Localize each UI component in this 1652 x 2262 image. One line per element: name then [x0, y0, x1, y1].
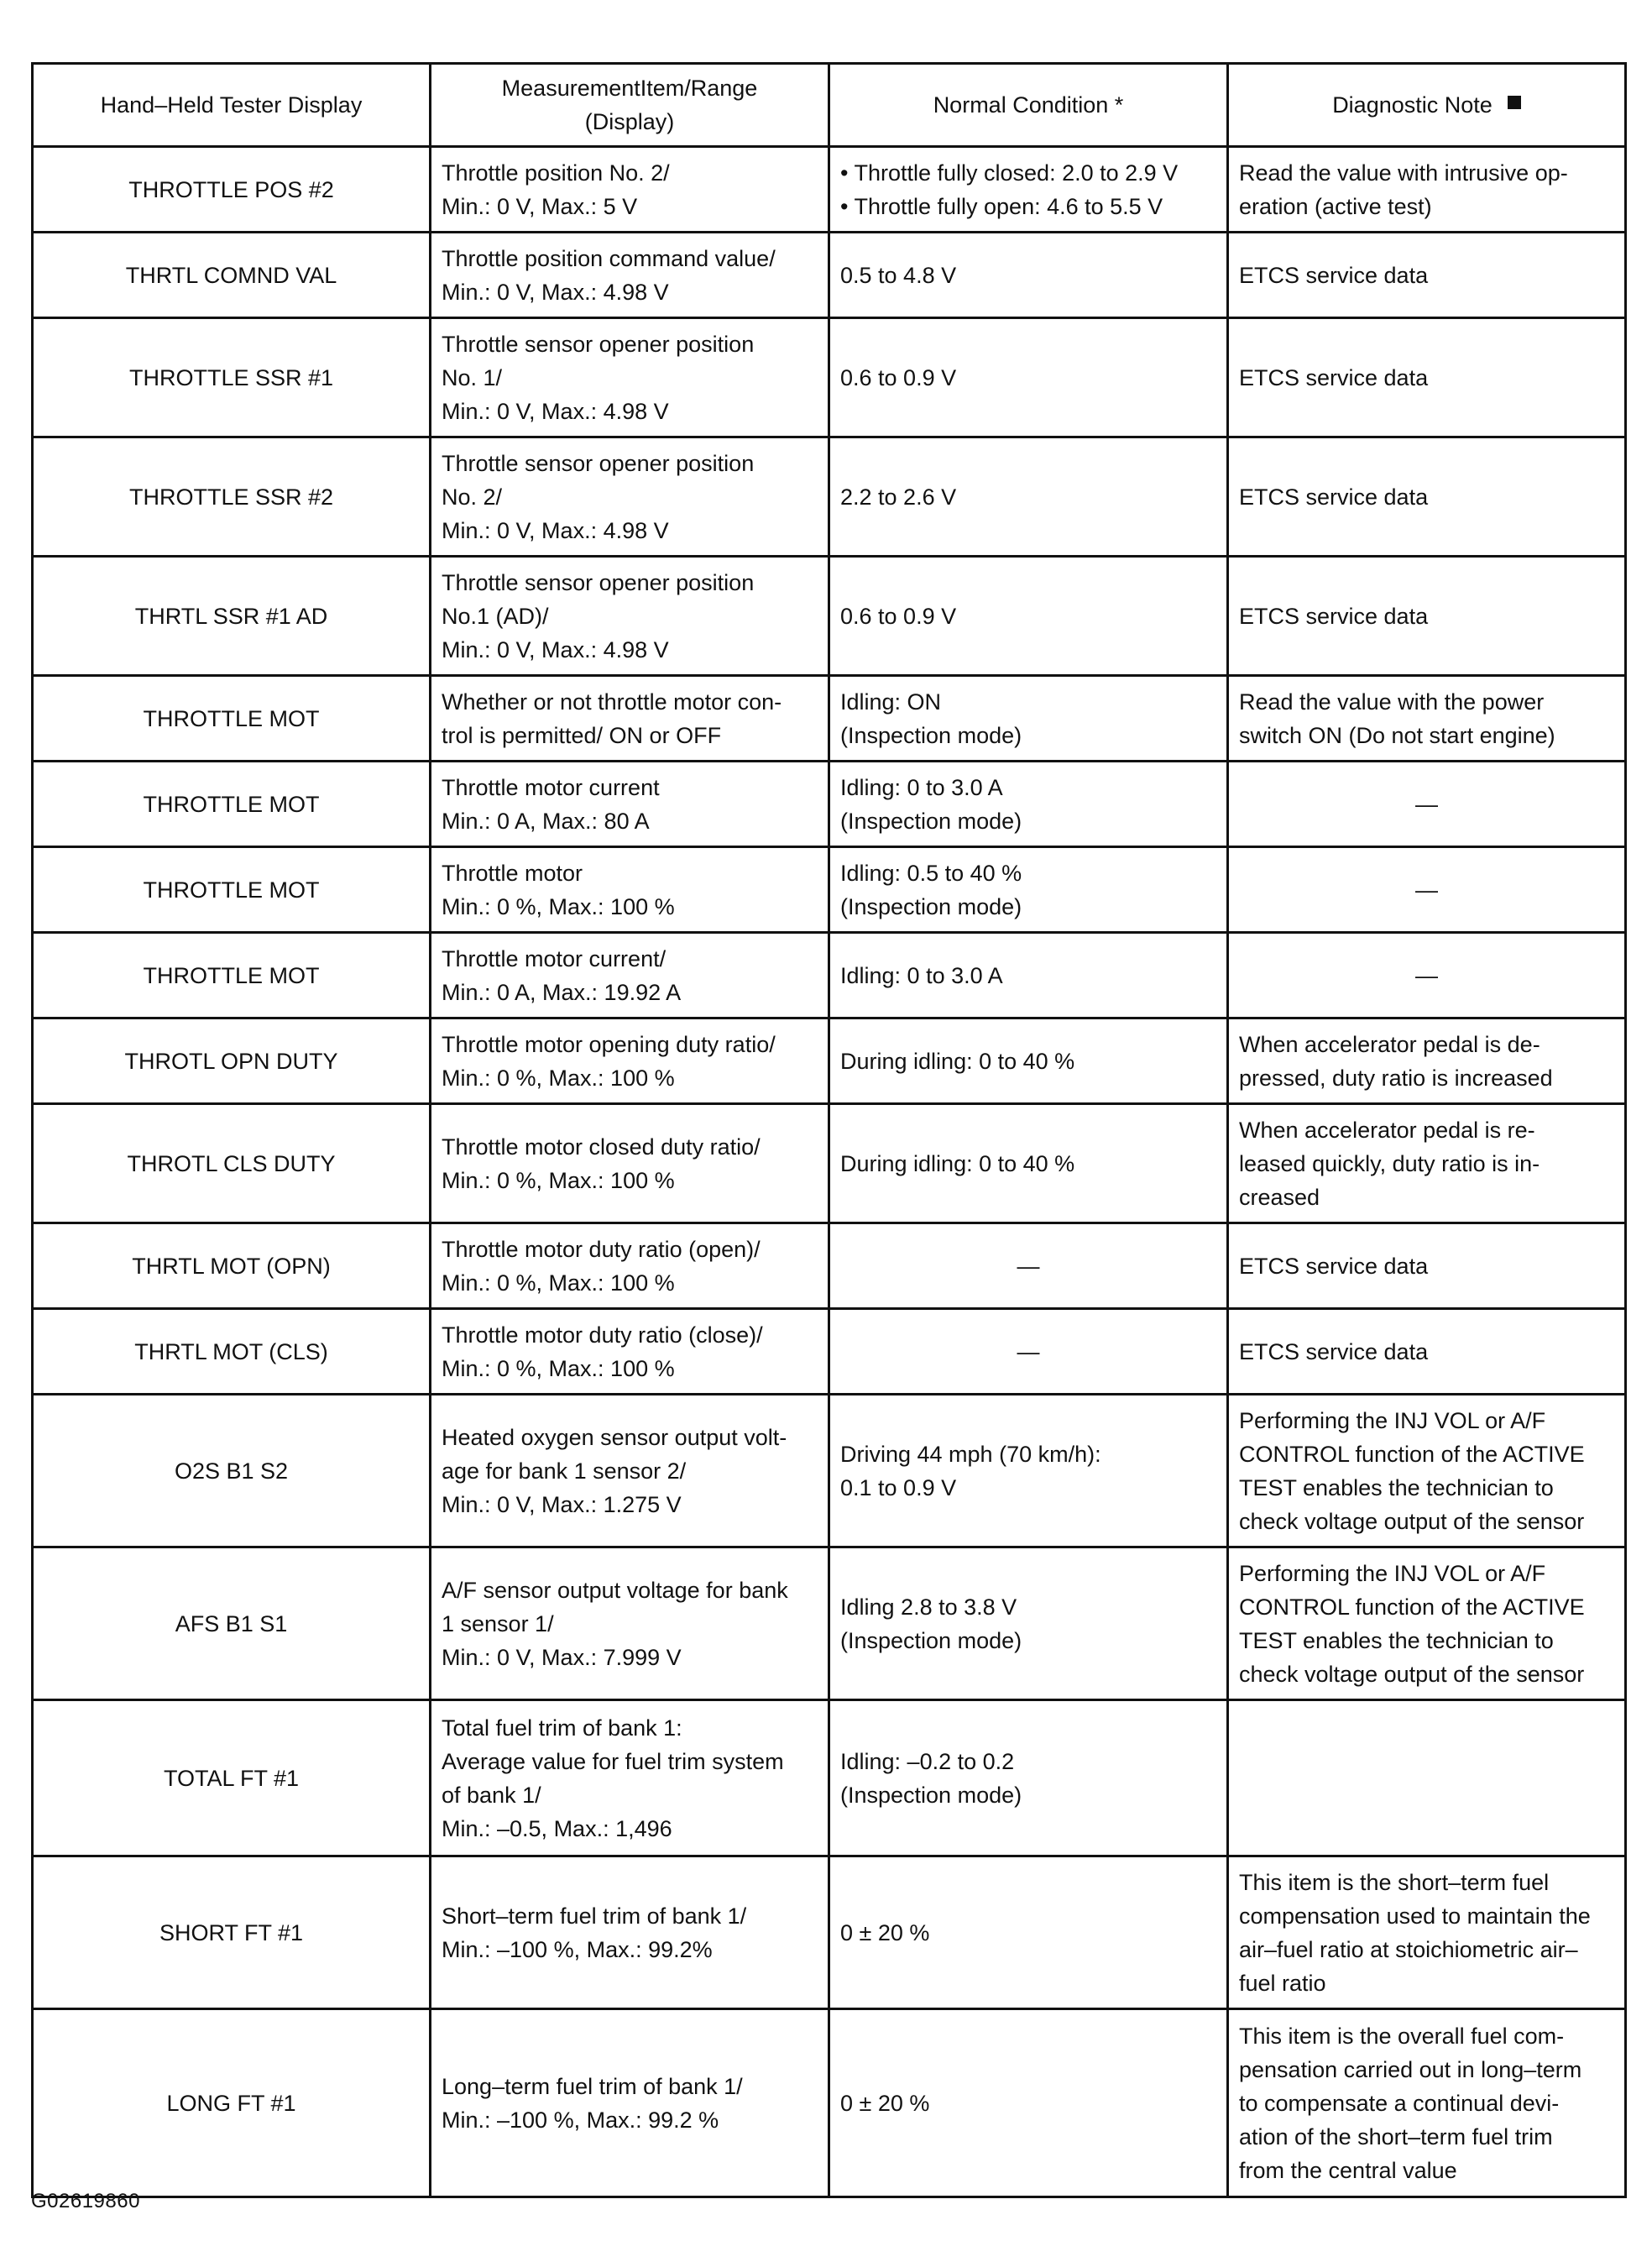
measurement-item-cell-line: Heated oxygen sensor output volt-: [442, 1424, 787, 1450]
diagnostic-note-cell-line: —: [1415, 791, 1438, 817]
tester-display-cell: [33, 1395, 431, 1547]
tester-display-cell-text: THROTL OPN DUTY: [124, 1048, 338, 1074]
table-row: [33, 1104, 1626, 1223]
diagnostic-note-cell: [1228, 1104, 1626, 1223]
tester-display-cell: [33, 1856, 431, 2009]
diagnostic-note-cell-line: When accelerator pedal is de-: [1239, 1031, 1540, 1057]
measurement-item-cell: [431, 1547, 829, 1700]
normal-condition-cell: [829, 1223, 1228, 1309]
diagnostic-note-cell-line: TEST enables the technician to: [1239, 1627, 1554, 1653]
measurement-item-cell-line: Min.: –100 %, Max.: 99.2%: [442, 1936, 713, 1962]
diagnostic-note-cell-line: Read the value with the power: [1239, 689, 1545, 715]
tester-display-cell-text: THROTTLE SSR #2: [128, 484, 334, 510]
tester-display-cell: [33, 933, 431, 1018]
measurement-item-cell-line: Total fuel trim of bank 1:: [442, 1715, 682, 1741]
measurement-item-cell-line: age for bank 1 sensor 2/: [442, 1458, 687, 1484]
diagnostic-data-table: [31, 62, 1627, 2198]
header-condition-label: Normal Condition *: [933, 92, 1124, 118]
measurement-item-cell-line: Min.: 0 V, Max.: 1.275 V: [442, 1491, 682, 1517]
measurement-item-cell-line: Min.: 0 %, Max.: 100 %: [442, 1270, 675, 1296]
normal-condition-cell-line: • Throttle fully closed: 2.0 to 2.9 V: [840, 160, 1179, 186]
table-row: [33, 1547, 1626, 1700]
diagnostic-note-cell: [1228, 762, 1626, 847]
normal-condition-cell: [829, 1856, 1228, 2009]
header-measurement-line-2: (Display): [584, 109, 675, 134]
normal-condition-cell: [829, 676, 1228, 762]
measurement-item-cell-line: Min.: 0 %, Max.: 100 %: [442, 1167, 675, 1193]
diagnostic-note-cell-line: This item is the short–term fuel: [1239, 1869, 1550, 1895]
tester-display-cell: [33, 233, 431, 318]
measurement-item-cell-line: No.1 (AD)/: [442, 603, 549, 629]
measurement-item-cell-line: Throttle sensor opener position: [442, 331, 755, 357]
measurement-item-cell: [431, 1700, 829, 1856]
diagnostic-note-cell-line: ETCS service data: [1239, 364, 1429, 390]
normal-condition-cell-line: (Inspection mode): [840, 808, 1022, 834]
diagnostic-note-cell: [1228, 1547, 1626, 1700]
measurement-item-cell-line: Min.: 0 A, Max.: 19.92 A: [442, 979, 682, 1005]
table-row: [33, 1018, 1626, 1104]
tester-display-cell-text: THROTTLE SSR #1: [128, 364, 334, 390]
measurement-item-cell: [431, 147, 829, 233]
measurement-item-cell-line: Min.: 0 %, Max.: 100 %: [442, 1355, 675, 1381]
normal-condition-cell-line: Idling: 0 to 3.0 A: [840, 774, 1003, 800]
normal-condition-cell: [829, 1104, 1228, 1223]
diagnostic-note-cell-line: Performing the INJ VOL or A/F: [1239, 1560, 1546, 1586]
tester-display-cell: [33, 1700, 431, 1856]
tester-display-cell-text: AFS B1 S1: [175, 1610, 288, 1636]
diagnostic-note-cell-line: to compensate a continual devi-: [1239, 2090, 1560, 2116]
diagnostic-note-cell: [1228, 1309, 1626, 1395]
measurement-item-cell-line: Throttle motor closed duty ratio/: [442, 1134, 761, 1160]
measurement-item-cell-line: Min.: 0 V, Max.: 5 V: [442, 193, 638, 219]
table-body: [33, 147, 1626, 2197]
diagnostic-note-cell-line: compensation used to maintain the: [1239, 1903, 1591, 1929]
measurement-item-cell: [431, 318, 829, 437]
diagnostic-note-cell-line: CONTROL function of the ACTIVE: [1239, 1594, 1585, 1620]
black-square-marker-icon: [1508, 96, 1521, 109]
normal-condition-cell-line: Idling: 0.5 to 40 %: [840, 860, 1022, 886]
normal-condition-cell: [829, 437, 1228, 557]
table-row: [33, 1309, 1626, 1395]
diagnostic-note-cell-line: from the central value: [1239, 2157, 1457, 2183]
tester-display-cell-text: SHORT FT #1: [159, 1919, 304, 1945]
measurement-item-cell-line: Min.: 0 V, Max.: 4.98 V: [442, 279, 669, 305]
measurement-item-cell-line: of bank 1/: [442, 1782, 541, 1808]
normal-condition-cell: [829, 933, 1228, 1018]
tester-display-cell-text: LONG FT #1: [166, 2090, 296, 2116]
table-row: [33, 1395, 1626, 1547]
figure-id: G02619860: [31, 2190, 140, 2212]
tester-display-cell-text: THROTTLE POS #2: [128, 176, 334, 202]
diagnostic-note-cell-line: pressed, duty ratio is increased: [1239, 1065, 1553, 1091]
diagnostic-note-cell: [1228, 1395, 1626, 1547]
diagnostic-note-cell-line: pensation carried out in long–term: [1239, 2056, 1582, 2082]
tester-display-cell-text: THRTL MOT (OPN): [132, 1253, 331, 1279]
diagnostic-note-cell-line: check voltage output of the sensor: [1239, 1508, 1585, 1534]
tester-display-cell: [33, 1104, 431, 1223]
diagnostic-note-cell-line: creased: [1239, 1184, 1320, 1210]
diagnostic-note-cell-line: ETCS service data: [1239, 262, 1429, 288]
diagnostic-note-cell: [1228, 318, 1626, 437]
diagnostic-table-sheet: [31, 62, 1624, 2198]
measurement-item-cell: [431, 762, 829, 847]
normal-condition-cell-line: 0.6 to 0.9 V: [840, 364, 957, 390]
normal-condition-cell: [829, 1547, 1228, 1700]
diagnostic-note-cell: [1228, 676, 1626, 762]
normal-condition-cell-line: Idling: ON: [840, 689, 942, 715]
diagnostic-note-cell-line: —: [1415, 962, 1438, 988]
measurement-item-cell-line: Throttle motor current: [442, 774, 660, 800]
table-row: [33, 318, 1626, 437]
normal-condition-cell: [829, 1018, 1228, 1104]
normal-condition-cell-line: Idling: –0.2 to 0.2: [840, 1748, 1015, 1774]
tester-display-cell: [33, 1018, 431, 1104]
diagnostic-note-cell-line: ETCS service data: [1239, 603, 1429, 629]
measurement-item-cell-line: Whether or not throttle motor con-: [442, 689, 782, 715]
measurement-item-cell-line: Min.: 0 V, Max.: 4.98 V: [442, 517, 669, 543]
measurement-item-cell-line: Throttle motor opening duty ratio/: [442, 1031, 776, 1057]
normal-condition-cell: [829, 762, 1228, 847]
normal-condition-cell-line: 0.6 to 0.9 V: [840, 603, 957, 629]
measurement-item-cell: [431, 1309, 829, 1395]
measurement-item-cell-line: A/F sensor output voltage for bank: [442, 1577, 788, 1603]
table-header-row: [33, 64, 1626, 147]
diagnostic-note-cell-line: ation of the short–term fuel trim: [1239, 2123, 1553, 2149]
tester-display-cell: [33, 318, 431, 437]
normal-condition-cell: [829, 147, 1228, 233]
table-row: [33, 676, 1626, 762]
tester-display-cell: [33, 762, 431, 847]
diagnostic-note-cell: [1228, 1223, 1626, 1309]
normal-condition-cell-line: 0.1 to 0.9 V: [840, 1474, 957, 1500]
tester-display-cell-text: THROTTLE MOT: [143, 962, 320, 988]
header-measurement: [431, 64, 829, 147]
measurement-item-cell-line: Throttle motor duty ratio (close)/: [442, 1322, 763, 1348]
measurement-item-cell-line: Long–term fuel trim of bank 1/: [442, 2073, 743, 2099]
measurement-item-cell: [431, 1395, 829, 1547]
normal-condition-cell-line: (Inspection mode): [840, 1627, 1022, 1653]
diagnostic-note-cell-line: check voltage output of the sensor: [1239, 1661, 1585, 1687]
normal-condition-cell-line: 0 ± 20 %: [840, 1919, 930, 1945]
normal-condition-cell-line: 0 ± 20 %: [840, 2090, 930, 2116]
measurement-item-cell-line: Throttle sensor opener position: [442, 569, 755, 595]
measurement-item-cell-line: Throttle position command value/: [442, 245, 776, 271]
diagnostic-note-cell: [1228, 233, 1626, 318]
measurement-item-cell-line: Min.: 0 V, Max.: 4.98 V: [442, 636, 669, 662]
diagnostic-note-cell-line: leased quickly, duty ratio is in-: [1239, 1150, 1540, 1176]
normal-condition-cell: [829, 1395, 1228, 1547]
header-measurement-line-1: MeasurementItem/Range: [501, 76, 758, 101]
tester-display-cell-text: THRTL COMND VAL: [125, 262, 337, 288]
tester-display-cell-text: TOTAL FT #1: [163, 1765, 300, 1791]
diagnostic-note-cell-line: air–fuel ratio at stoichiometric air–: [1239, 1936, 1578, 1962]
diagnostic-note-cell-line: ETCS service data: [1239, 1338, 1429, 1364]
measurement-item-cell: [431, 2009, 829, 2197]
measurement-item-cell-line: No. 1/: [442, 364, 503, 390]
table-row: [33, 1700, 1626, 1856]
measurement-item-cell: [431, 1223, 829, 1309]
measurement-item-cell-line: Min.: 0 V, Max.: 4.98 V: [442, 398, 669, 424]
diagnostic-note-cell: [1228, 1856, 1626, 2009]
normal-condition-cell-line: Idling 2.8 to 3.8 V: [840, 1594, 1017, 1620]
table-row: [33, 557, 1626, 676]
normal-condition-cell-line: (Inspection mode): [840, 893, 1022, 919]
normal-condition-cell-line: • Throttle fully open: 4.6 to 5.5 V: [840, 193, 1163, 219]
tester-display-cell: [33, 1223, 431, 1309]
measurement-item-cell-line: Min.: 0 V, Max.: 7.999 V: [442, 1644, 682, 1670]
normal-condition-cell-line: 0.5 to 4.8 V: [840, 262, 957, 288]
diagnostic-note-cell: [1228, 1700, 1626, 1856]
table-row: [33, 2009, 1626, 2197]
diagnostic-note-cell: [1228, 933, 1626, 1018]
measurement-item-cell-line: Throttle motor current/: [442, 945, 667, 971]
normal-condition-cell-line: —: [1017, 1253, 1040, 1279]
normal-condition-cell-line: During idling: 0 to 40 %: [840, 1150, 1075, 1176]
diagnostic-note-cell-line: switch ON (Do not start engine): [1239, 722, 1555, 748]
table-row: [33, 233, 1626, 318]
normal-condition-cell: [829, 233, 1228, 318]
normal-condition-cell-line: 2.2 to 2.6 V: [840, 484, 957, 510]
header-condition: [829, 64, 1228, 147]
table-row: [33, 762, 1626, 847]
measurement-item-cell-line: Min.: 0 %, Max.: 100 %: [442, 1065, 675, 1091]
measurement-item-cell-line: Average value for fuel trim system: [442, 1748, 784, 1774]
measurement-item-cell: [431, 676, 829, 762]
tester-display-cell: [33, 1547, 431, 1700]
tester-display-cell-text: THRTL MOT (CLS): [134, 1338, 328, 1364]
table-row: [33, 933, 1626, 1018]
measurement-item-cell-line: Throttle sensor opener position: [442, 450, 755, 476]
diagnostic-note-cell-line: TEST enables the technician to: [1239, 1474, 1554, 1500]
table-row: [33, 437, 1626, 557]
normal-condition-cell: [829, 847, 1228, 933]
table-row: [33, 1856, 1626, 2009]
diagnostic-note-cell: [1228, 1018, 1626, 1104]
normal-condition-cell: [829, 557, 1228, 676]
tester-display-cell: [33, 847, 431, 933]
measurement-item-cell: [431, 437, 829, 557]
diagnostic-note-cell-line: When accelerator pedal is re-: [1239, 1117, 1535, 1143]
measurement-item-cell-line: 1 sensor 1/: [442, 1610, 554, 1636]
diagnostic-note-cell-line: CONTROL function of the ACTIVE: [1239, 1441, 1585, 1467]
header-display: [33, 64, 431, 147]
diagnostic-note-cell: [1228, 557, 1626, 676]
tester-display-cell: [33, 1309, 431, 1395]
normal-condition-cell-line: Idling: 0 to 3.0 A: [840, 962, 1003, 988]
measurement-item-cell-line: Min.: 0 %, Max.: 100 %: [442, 893, 675, 919]
measurement-item-cell-line: Min.: 0 A, Max.: 80 A: [442, 808, 650, 834]
diagnostic-note-cell: [1228, 2009, 1626, 2197]
normal-condition-cell-line: (Inspection mode): [840, 1782, 1022, 1808]
measurement-item-cell: [431, 1018, 829, 1104]
normal-condition-cell-line: During idling: 0 to 40 %: [840, 1048, 1075, 1074]
measurement-item-cell-line: Min.: –100 %, Max.: 99.2 %: [442, 2107, 719, 2133]
measurement-item-cell: [431, 1104, 829, 1223]
tester-display-cell: [33, 437, 431, 557]
diagnostic-note-cell: [1228, 437, 1626, 557]
diagnostic-note-cell-line: eration (active test): [1239, 193, 1432, 219]
table-row: [33, 147, 1626, 233]
normal-condition-cell: [829, 1309, 1228, 1395]
diagnostic-note-cell-line: Read the value with intrusive op-: [1239, 160, 1568, 186]
measurement-item-cell-line: No. 2/: [442, 484, 503, 510]
diagnostic-note-cell-line: ETCS service data: [1239, 1253, 1429, 1279]
tester-display-cell: [33, 2009, 431, 2197]
header-note-label: Diagnostic Note: [1332, 92, 1493, 118]
normal-condition-cell: [829, 318, 1228, 437]
measurement-item-cell: [431, 1856, 829, 2009]
header-display-label: Hand–Held Tester Display: [100, 92, 363, 118]
measurement-item-cell: [431, 233, 829, 318]
tester-display-cell: [33, 147, 431, 233]
diagnostic-note-cell-line: fuel ratio: [1239, 1970, 1326, 1996]
measurement-item-cell-line: Min.: –0.5, Max.: 1,496: [442, 1815, 672, 1841]
normal-condition-cell: [829, 1700, 1228, 1856]
measurement-item-cell-line: Throttle motor: [442, 860, 583, 886]
table-row: [33, 847, 1626, 933]
normal-condition-cell: [829, 2009, 1228, 2197]
tester-display-cell-text: THROTL CLS DUTY: [127, 1150, 336, 1176]
measurement-item-cell: [431, 557, 829, 676]
header-note: [1228, 64, 1626, 147]
tester-display-cell: [33, 557, 431, 676]
measurement-item-cell-line: Throttle position No. 2/: [442, 160, 670, 186]
normal-condition-cell-line: Driving 44 mph (70 km/h):: [840, 1441, 1101, 1467]
measurement-item-cell-line: Throttle motor duty ratio (open)/: [442, 1236, 761, 1262]
diagnostic-note-cell-line: This item is the overall fuel com-: [1239, 2023, 1565, 2049]
normal-condition-cell-line: —: [1017, 1338, 1040, 1364]
diagnostic-note-cell-line: —: [1415, 877, 1438, 903]
diagnostic-note-cell: [1228, 147, 1626, 233]
measurement-item-cell: [431, 933, 829, 1018]
tester-display-cell-text: THROTTLE MOT: [143, 877, 320, 903]
measurement-item-cell-line: trol is permitted/ ON or OFF: [442, 722, 722, 748]
diagnostic-note-cell-line: ETCS service data: [1239, 484, 1429, 510]
tester-display-cell: [33, 676, 431, 762]
diagnostic-note-cell-line: Performing the INJ VOL or A/F: [1239, 1407, 1546, 1433]
tester-display-cell-text: THROTTLE MOT: [143, 705, 320, 731]
table-row: [33, 1223, 1626, 1309]
tester-display-cell-text: THROTTLE MOT: [143, 791, 320, 817]
tester-display-cell-text: THRTL SSR #1 AD: [134, 603, 328, 629]
measurement-item-cell: [431, 847, 829, 933]
diagnostic-note-cell: [1228, 847, 1626, 933]
normal-condition-cell-line: (Inspection mode): [840, 722, 1022, 748]
measurement-item-cell-line: Short–term fuel trim of bank 1/: [442, 1903, 747, 1929]
tester-display-cell-text: O2S B1 S2: [174, 1458, 289, 1484]
